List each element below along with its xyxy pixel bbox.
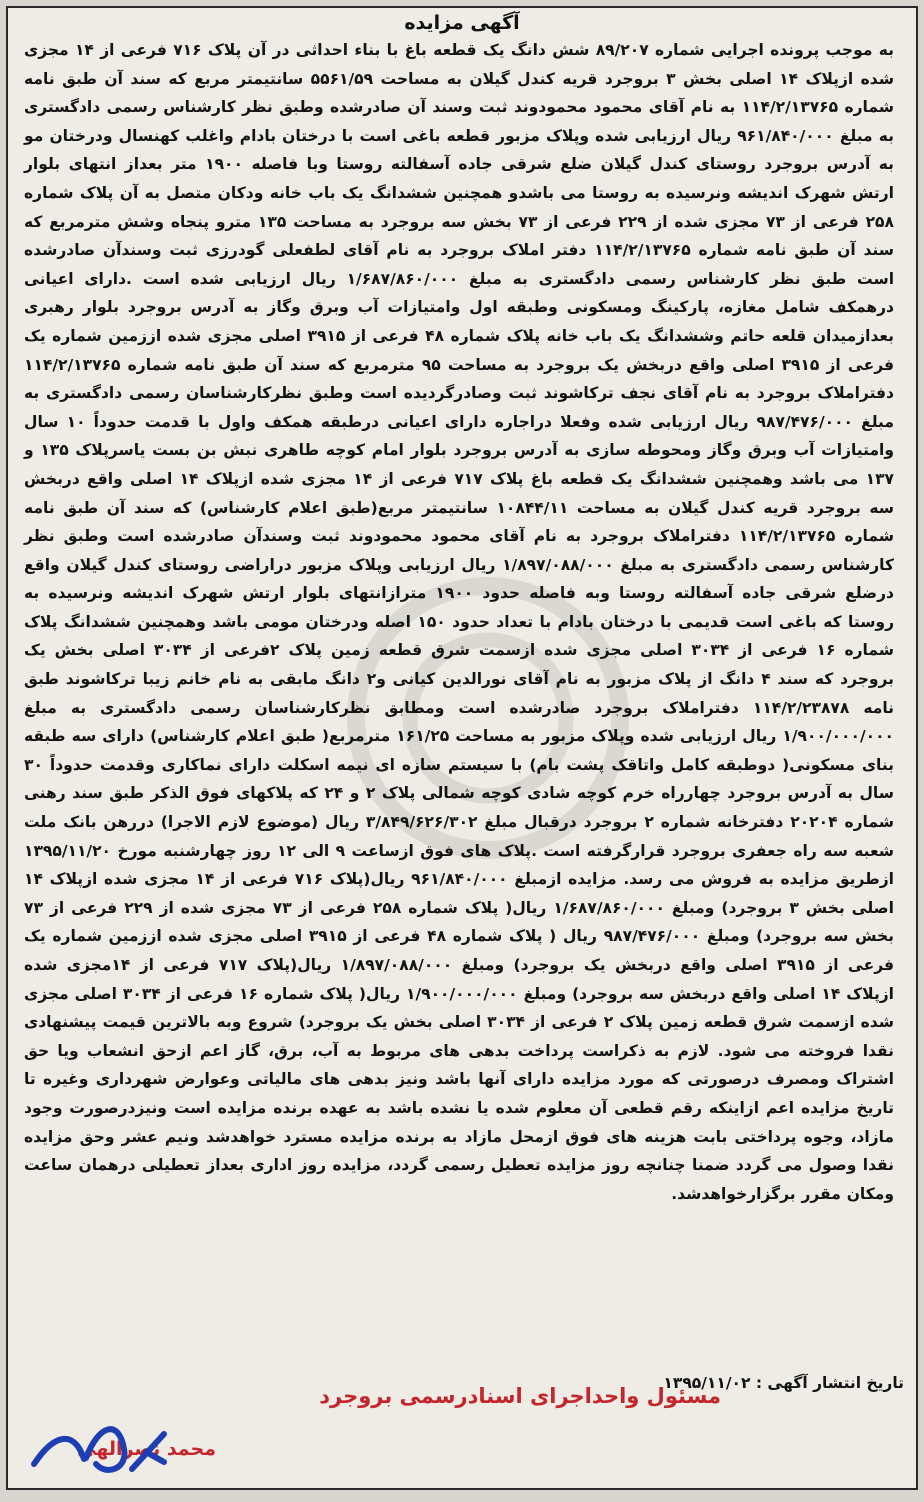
notice-clipping — [6, 6, 918, 1490]
handwritten-number-stamp — [24, 1414, 174, 1484]
responsible-unit: مسئول واحداجرای اسنادرسمی بروجرد — [319, 1384, 721, 1408]
notice-title: آگهی مزایده — [404, 12, 520, 34]
publication-date: تاریخ انتشار آگهی : ۱۳۹۵/۱۱/۰۲ — [663, 1374, 904, 1392]
signatory-name: محمد نصرالهی — [77, 1438, 216, 1460]
notice-body: به موجب پرونده اجرایی شماره ۸۹/۲۰۷ شش دانگ یک قطعه باغ با بناء احداثی در آن پلاک ۷۱۶ فرعی از ۱۴ مجزی شده ازپلاک ۱۴ اصلی بخش ۳ بروجرد قریه کندل گیلان به مساحت ۵۵۶۱/۵۹ سانتیمتر مربع که سند آن طبق نامه شماره ۱۱۴/۲/۱۳۷۶۵ به نام آقای محمود محمودوند ثبت وسند آن صادرشده وطبق نظر کارشناس رسمی دادگستری به مبلغ ۹۶۱/۸۴۰/۰۰۰ ریال ارزیابی شده وپلاک مزبور قطعه باغی است با درختان بادام واغلب کهنسال ودرختان مو به آدرس بروجرد روستای کندل گیلان ضلع شرقی جاده آسفالته روستا وبا فاصله ۱۹۰۰ متر بعداز انتهای بلوار ارتش شهرک اندیشه ونرسیده به روستا می باشدو همچنین ششدانگ یک باب خانه ودکان متصل به آن پلاک شماره ۲۵۸ فرعی از ۷۳ مجزی شده از ۲۲۹ فرعی از ۷۳ بخش سه بروجرد به مساحت ۱۳۵ مترو پنجاه وشش مترمربع که سند آن طبق نامه شماره ۱۱۴/۲/۱۳۷۶۵ دفتر املاک بروجرد به نام آقای لطفعلی گودرزی ثبت وسندآن صادرشده است طبق نظر کارشناس رسمی دادگستری به مبلغ ۱/۶۸۷/۸۶۰/۰۰۰ ریال ارزیابی شده است .دارای اعیانی درهمکف شامل مغازه، پارکینگ ومسکونی وطبقه اول وامتیازات آب وبرق وگاز به آدرس بروجرد بلوار رهبری بعدازمیدان قلعه حاتم وششدانگ یک باب خانه پلاک شماره ۴۸ فرعی از ۳۹۱۵ اصلی مجزی شده اززمین شماره یک فرعی از ۳۹۱۵ اصلی واقع دربخش یک بروجرد به مساحت ۹۵ مترمربع که سند آن طبق نامه شماره ۱۱۴/۲/۱۳۷۶۵ دفتراملاک بروجرد به نام آقای نجف ترکاشوند ثبت وصادرگردیده است وطبق نظرکارشناسان رسمی دادگستری به مبلغ ۹۸۷/۴۷۶/۰۰۰ ریال ارزیابی شده وفعلا دراجاره دارای اعیانی درطبقه همکف واول با قدمت حدوداً ۱۰ سال وامتیازات آب وبرق وگاز ومحوطه سازی به آدرس بروجرد بلوار امام کوچه طاهری نبش بن بست یاسرپلاک ۱۳۵ و ۱۳۷ می باشد وهمچنین ششدانگ یک قطعه باغ پلاک ۷۱۷ فرعی از ۱۴ مجزی شده ازپلاک ۱۴ اصلی واقع دربخش سه بروجرد قریه کندل گیلان به مساحت ۱۰۸۴۴/۱۱ سانتیمتر مربع(طبق اعلام کارشناس) که سند آن طبق نامه شماره ۱۱۴/۲/۱۳۷۶۵ دفتراملاک بروجرد به نام آقای محمود محمودوند ثبت وسندآن صادرشده است وطبق نظر کارشناس رسمی دادگستری به مبلغ ۱/۸۹۷/۰۸۸/۰۰۰ ریال ارزیابی وپلاک مزبور دراراضی روستای کندل گیلان واقع درضلع شرقی جاده آسفالته روستا وبه فاصله حدود ۱۹۰۰ مترازانتهای بلوار ارتش شهرک اندیشه ونرسیده به روستا که باغی است قدیمی با درختان بادام با تعداد حدود ۱۵۰ اصله ودرختان مومی باشد وهمچنین ششدانگ پلاک شماره ۱۶ فرعی از ۳۰۳۴ اصلی مجزی شده ازسمت شرق قطعه زمین پلاک ۲فرعی از ۳۰۳۴ اصلی بخش یک بروجرد که سند ۴ دانگ از پلاک مزبور به نام آقای نورالدین کیانی و۲ دانگ مابقی به نام خانم زیبا ترکاشوند طبق نامه ۱۱۴/۲/۲۳۸۷۸ دفتراملاک بروجرد صادرشده است ومطابق نظرکارشناسان رسمی دادگستری به مبلغ ۱/۹۰۰/۰۰۰/۰۰۰ ریال ارزیابی شده وپلاک مزبور به مساحت ۱۶۱/۲۵ مترمربع( طبق اعلام کارشناس) دارای سه طبقه بنای مسکونی( دوطبقه کامل واتاقک پشت بام) با سیستم سازه ای نیمه اسکلت دارای نماکاری وقدمت حدوداً ۳۰ سال به آدرس بروجرد چهارراه خرم کوچه شادی کوچه شمالی پلاک ۲ و ۲۴ که پلاکهای فوق الذکر طبق سند رهنی شماره ۲۰۲۰۴ دفترخانه شماره ۲ بروجرد درقبال مبلغ ۳/۸۴۹/۶۲۶/۳۰۲ ریال (موضوع لازم الاجرا) دررهن بانک ملت شعبه سه راه جعفری بروجرد قرارگرفته است .پلاک های فوق ازساعت ۹ الی ۱۲ روز چهارشنبه مورخ ۱۳۹۵/۱۱/۲۰ ازطریق مزایده به فروش می رسد. مزایده ازمبلغ ۹۶۱/۸۴۰/۰۰۰ ریال(پلاک ۷۱۶ فرعی از ۱۴ مجزی شده ازپلاک ۱۴ اصلی بخش ۳ بروجرد) ومبلغ ۱/۶۸۷/۸۶۰/۰۰۰ ریال( پلاک شماره ۲۵۸ فرعی از ۷۳ مجزی شده از ۲۲۹ فرعی از ۷۳ بخش سه بروجرد) ومبلغ ۹۸۷/۴۷۶/۰۰۰ ریال ( پلاک شماره ۴۸ فرعی از ۳۹۱۵ اصلی مجزی شده اززمین شماره یک فرعی از ۳۹۱۵ اصلی واقع دربخش یک بروجرد) ومبلغ ۱/۸۹۷/۰۸۸/۰۰۰ ریال(پلاک ۷۱۷ فرعی از ۱۴مجزی شده ازپلاک ۱۴ اصلی واقع دربخش سه بروجرد) ومبلغ ۱/۹۰۰/۰۰۰/۰۰۰ ریال( پلاک شماره ۱۶ فرعی از ۳۰۳۴ اصلی مجزی شده ازسمت شرق قطعه زمین پلاک ۲ فرعی از ۳۰۳۴ اصلی بخش یک بروجرد) شروع وبه بالاترین قیمت پیشنهادی نقدا فروخته می شود. لازم به ذکراست پرداخت بدهی های مربوط به آب، برق، گاز اعم ازحق انشعاب ویا حق اشتراک ومصرف درصورتی که مورد مزایده دارای آنها باشد ونیز بدهی های مالیاتی وعوارض شهرداری وغیره تا تاریخ مزایده اعم ازاینکه رقم قطعی آن معلوم شده یا نشده باشد به عهده برنده مزایده است ونیزدرصورت وجود مازاد، وجوه پرداختی بابت هزینه های فوق ازمحل مازاد به برنده مزایده مسترد خواهدشد ونیم عشر وحق مزایده نقدا وصول می گردد ضمنا چنانچه روز مزایده تعطیل رسمی گردد، مزایده روز اداری بعداز تعطیلی درهمان ساعت ومکان مقرر برگزارخواهدشد. — [24, 41, 895, 1203]
notice-footer — [8, 1368, 916, 1488]
